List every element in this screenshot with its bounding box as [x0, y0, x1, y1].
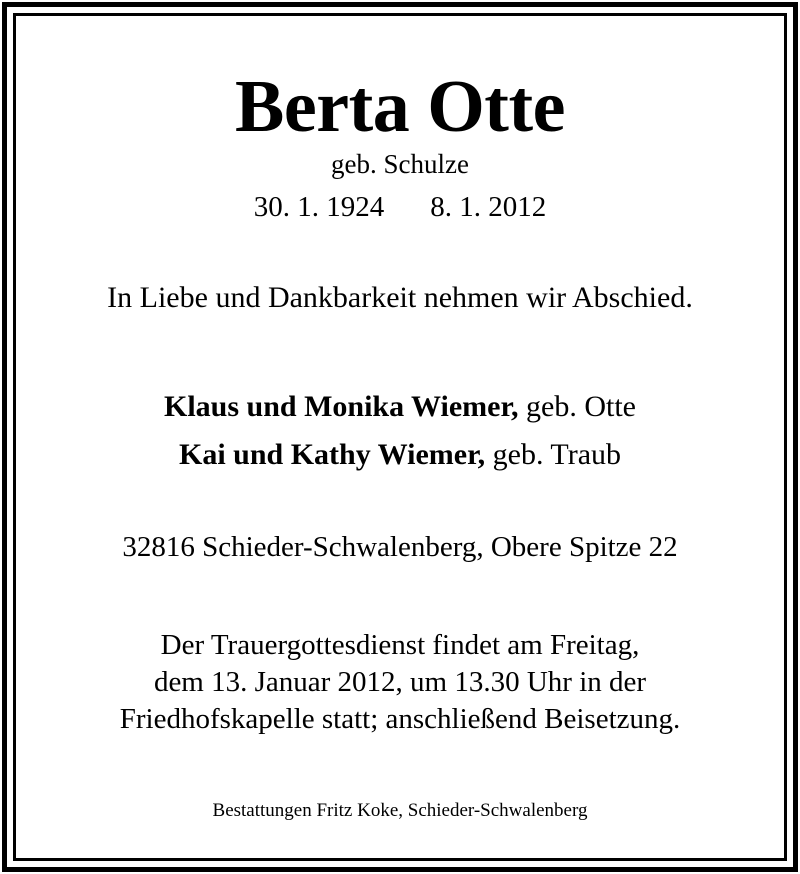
service-info: [0, 627, 800, 738]
mourner-names: Kai und Kathy Wiemer,: [178, 438, 486, 471]
mourner-born: geb. Traub: [492, 438, 622, 471]
maiden-name: geb. Schulze: [331, 149, 469, 179]
mourner-line: [0, 392, 800, 422]
service-line: Friedhofskapelle statt; anschließend Beisetzung.: [119, 703, 681, 735]
mourner-names: Klaus und Monika Wiemer,: [163, 390, 519, 423]
service-line: dem 13. Januar 2012, um 13.30 Uhr in der: [153, 666, 647, 698]
mourner-address: 32816 Schieder-Schwalenberg, Obere Spitze 22: [122, 531, 678, 563]
mourner-born: geb. Otte: [526, 390, 636, 423]
farewell-text: In Liebe und Dankbarkeit nehmen wir Abschied.: [107, 281, 693, 314]
service-line: Der Trauergottesdienst findet am Freitag,: [160, 629, 640, 661]
life-dates: [0, 193, 800, 222]
undertaker-credit: Bestattungen Fritz Koke, Schieder-Schwalenberg: [212, 800, 588, 821]
death-date: 8. 1. 2012: [430, 191, 547, 223]
mourner-line: [0, 440, 800, 470]
birth-date: 30. 1. 1924: [253, 191, 385, 223]
deceased-name: Berta Otte: [235, 66, 565, 148]
